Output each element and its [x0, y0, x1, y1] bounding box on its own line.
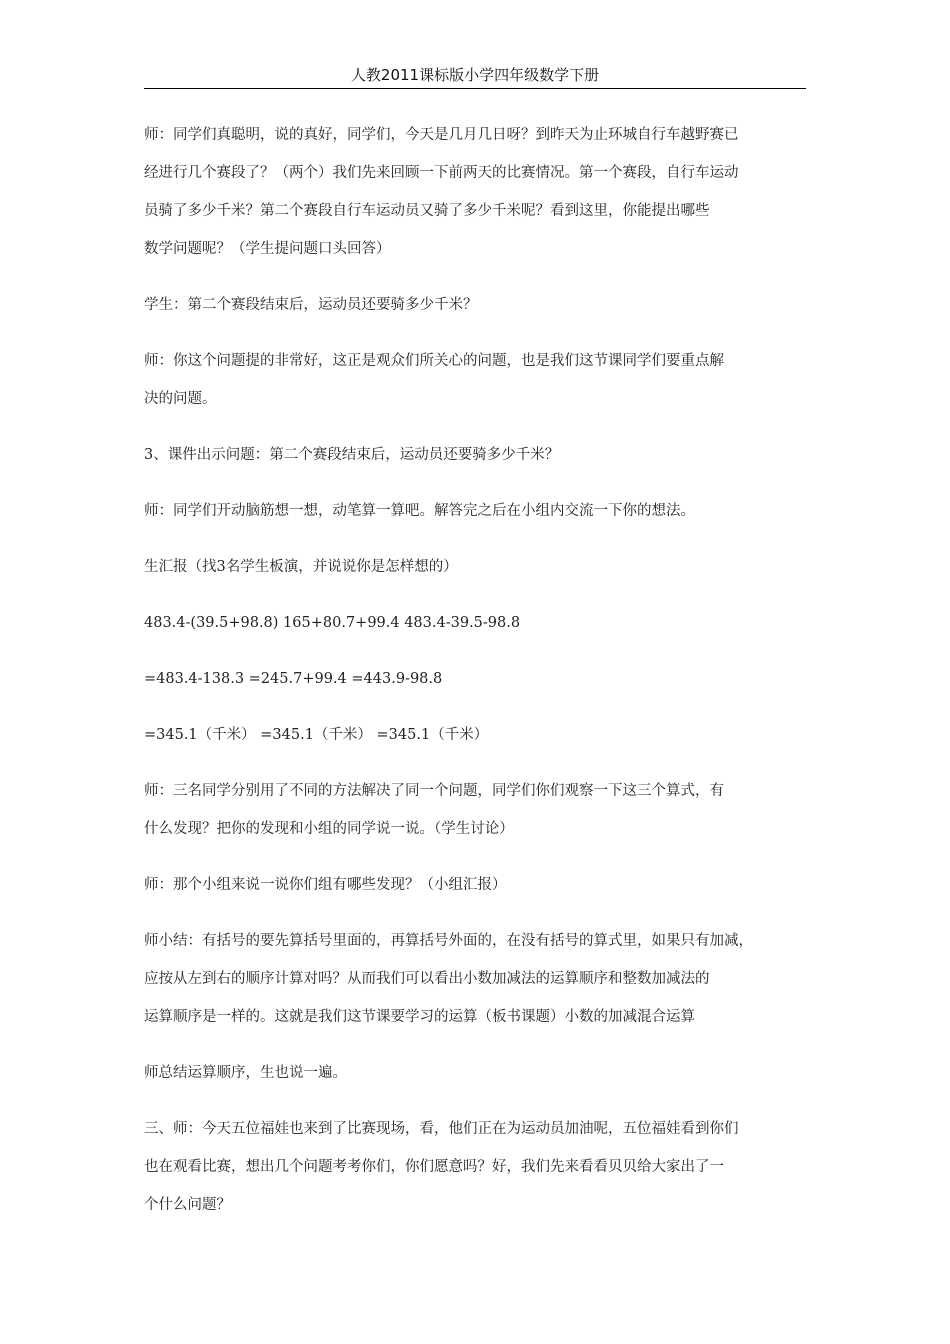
text-line: 个什么问题？	[144, 1197, 231, 1213]
text-line: 483.4-(39.5+98.8) 165+80.7+99.4 483.4-39.5-98.8	[144, 615, 521, 631]
paragraph	[144, 866, 810, 904]
text-line: 师：你这个问题提的非常好，这正是观众们所关心的问题，也是我们这节课同学们要重点解	[144, 353, 724, 369]
text-line: 运算顺序是一样的。这就是我们这节课要学习的运算（板书课题）小数的加减混合运算	[144, 1009, 695, 1025]
paragraph	[144, 286, 810, 324]
paragraph	[144, 922, 810, 1036]
equation-line	[144, 660, 810, 698]
paragraph	[144, 342, 810, 418]
text-line: =345.1（千米） =345.1（千米） =345.1（千米）	[144, 727, 489, 743]
paragraph	[144, 1110, 810, 1224]
document-body	[144, 116, 810, 1242]
text-line: 师总结运算顺序，生也说一遍。	[144, 1065, 347, 1081]
text-line: 学生：第二个赛段结束后，运动员还要骑多少千米？	[144, 297, 478, 313]
text-line: 师：三名同学分别用了不同的方法解决了同一个问题，同学们你们观察一下这三个算式，有	[144, 783, 724, 799]
text-line: 生汇报（找3名学生板演，并说说你是怎样想的）	[144, 559, 458, 575]
header-rule	[144, 88, 806, 89]
paragraph	[144, 436, 810, 474]
page-header-title: 人教2011课标版小学四年级数学下册	[350, 66, 600, 84]
paragraph	[144, 1054, 810, 1092]
paragraph	[144, 116, 810, 268]
text-line: 师：同学们真聪明，说的真好，同学们，今天是几月几日呀？到昨天为止环城自行车越野赛已	[144, 127, 739, 143]
equation-line	[144, 604, 810, 642]
paragraph	[144, 772, 810, 848]
text-line: 员骑了多少千米？第二个赛段自行车运动员又骑了多少千米呢？看到这里，你能提出哪些	[144, 203, 710, 219]
paragraph	[144, 548, 810, 586]
text-line: =483.4-138.3 =245.7+99.4 =443.9-98.8	[144, 671, 443, 687]
text-line: 经进行几个赛段了？（两个）我们先来回顾一下前两天的比赛情况。第一个赛段，自行车运动	[144, 165, 739, 181]
text-line: 师小结：有括号的要先算括号里面的，再算括号外面的，在没有括号的算式里，如果只有加减，	[144, 933, 753, 949]
text-line: 应按从左到右的顺序计算对吗？从而我们可以看出小数加减法的运算顺序和整数加减法的	[144, 971, 710, 987]
equation-line	[144, 716, 810, 754]
paragraph	[144, 492, 810, 530]
text-line: 也在观看比赛，想出几个问题考考你们，你们愿意吗？好，我们先来看看贝贝给大家出了一	[144, 1159, 724, 1175]
text-line: 什么发现？把你的发现和小组的同学说一说。（学生讨论）	[144, 821, 514, 837]
text-line: 决的问题。	[144, 391, 217, 407]
text-line: 师：同学们开动脑筋想一想，动笔算一算吧。解答完之后在小组内交流一下你的想法。	[144, 503, 695, 519]
text-line: 三、师：今天五位福娃也来到了比赛现场，看，他们正在为运动员加油呢，五位福娃看到你们	[144, 1121, 739, 1137]
text-line: 师：那个小组来说一说你们组有哪些发现？（小组汇报）	[144, 877, 507, 893]
text-line: 3、课件出示问题：第二个赛段结束后，运动员还要骑多少千米？	[144, 447, 560, 463]
text-line: 数学问题呢？（学生提问题口头回答）	[144, 241, 391, 257]
